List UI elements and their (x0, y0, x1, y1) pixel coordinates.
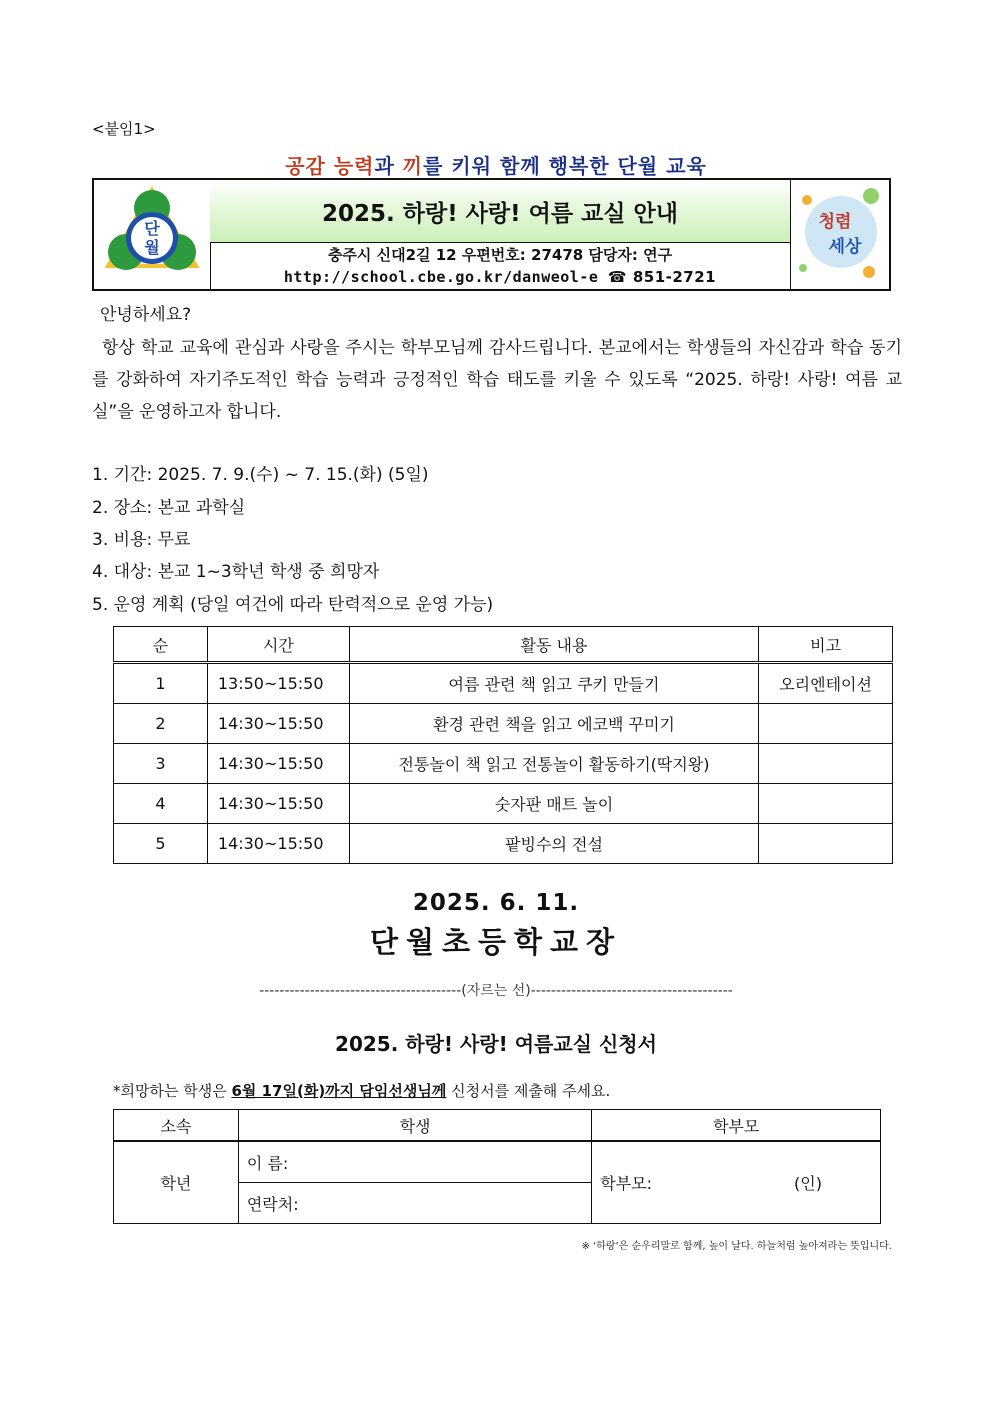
form-header-parent: 학부모 (592, 1110, 881, 1142)
notice-deadline: 6월 17일(화)까지 담임선생님께 (231, 1082, 447, 1100)
item-plan: 5. 운영 계획 (당일 여건에 따라 탄력적으로 운영 가능) (92, 595, 494, 615)
row-order: 4 (114, 784, 208, 824)
footnote: ※ ‘하랑’은 순우리말로 함께, 높이 날다. 하늘처럼 높아져라는 뜻입니다. (581, 1241, 892, 1252)
row-time: 14:30~15:50 (207, 824, 349, 864)
form-row (114, 1141, 881, 1183)
right-logo-line1: 청렴 (818, 212, 852, 232)
slogan (0, 150, 992, 179)
parent-label: 학부모: (600, 1174, 653, 1193)
row-time: 13:50~15:50 (207, 663, 349, 704)
schedule-table (113, 626, 893, 864)
form-title: 2025. 하랑! 사랑! 여름교실 신청서 (335, 1032, 657, 1056)
parent-sign-cell[interactable] (592, 1141, 881, 1224)
row-note (759, 704, 893, 744)
notice-title: 2025. 하랑! 사랑! 여름 교실 안내 (210, 180, 790, 243)
table-row (114, 663, 893, 704)
row-time: 14:30~15:50 (207, 784, 349, 824)
table-row (114, 784, 893, 824)
row-activity: 전통놀이 책 읽고 전통놀이 활동하기(딱지왕) (349, 744, 758, 784)
contact-field[interactable]: 연락처: (238, 1183, 591, 1224)
school-address: 충주시 신대2길 12 우편번호: 27478 담당자: 연구 (327, 246, 673, 264)
slogan-part2: 과 (374, 154, 403, 178)
notice-post: 신청서를 제출해 주세요. (446, 1082, 611, 1100)
attachment-label: <붙임1> (92, 120, 156, 138)
row-activity: 여름 관련 책 읽고 쿠키 만들기 (349, 663, 758, 704)
row-note (759, 824, 893, 864)
table-row (114, 824, 893, 864)
row-activity: 팥빙수의 전설 (349, 824, 758, 864)
slogan-part3: 끼 (402, 154, 424, 178)
school-url[interactable]: http://school.cbe.go.kr/danweol-e (283, 268, 599, 286)
row-note (759, 784, 893, 824)
schedule-header-row (114, 627, 893, 663)
slogan-part4: 를 키워 함께 행복한 단월 교육 (423, 154, 707, 178)
row-activity: 숫자판 매트 놀이 (349, 784, 758, 824)
school-phone: ☎ 851-2721 (607, 268, 717, 286)
form-header-row (114, 1110, 881, 1142)
student-name-field[interactable]: 이 름: (238, 1141, 591, 1183)
right-logo-line2: 세상 (828, 237, 862, 257)
body-paragraph: 항상 학교 교육에 관심과 사랑을 주시는 학부모님께 감사드립니다. 본교에서는 학생들의 자신감과 학습 동기를 강화하여 자기주도적인 학습 능력과 긍정적인 학습 태도를 키울 수 있도록 “2025. 하랑! 사랑! 여름 교실”을 운영하고자 합니다. (92, 338, 902, 422)
item-period: 1. 기간: 2025. 7. 9.(수) ~ 7. 15.(화) (5일) (92, 465, 429, 485)
row-activity: 환경 관련 책을 읽고 에코백 꾸미기 (349, 704, 758, 744)
school-contact (210, 268, 790, 286)
col-header-activity: 활동 내용 (349, 627, 758, 663)
item-target: 4. 대상: 본교 1~3학년 학생 중 희망자 (92, 562, 380, 582)
row-note (759, 744, 893, 784)
grade-cell[interactable]: 학년 (114, 1141, 239, 1224)
row-order: 5 (114, 824, 208, 864)
form-header-affiliation: 소속 (114, 1110, 239, 1142)
col-header-order: 순 (114, 627, 208, 663)
row-order: 2 (114, 704, 208, 744)
form-header-student: 학생 (238, 1110, 591, 1142)
principal-signature: 단월초등학교장 (369, 925, 623, 959)
application-form (113, 1109, 881, 1224)
integrity-logo (790, 180, 890, 289)
seal-mark: (인) (794, 1174, 822, 1193)
row-time: 14:30~15:50 (207, 704, 349, 744)
header-center (210, 180, 790, 289)
greeting: 안녕하세요? (100, 305, 192, 325)
slogan-part1: 공감 능력 (285, 154, 375, 178)
table-row (114, 704, 893, 744)
col-header-note: 비고 (759, 627, 893, 663)
cut-line: ----------------------------------------(자르는 선)---------------------------------------- (259, 983, 733, 999)
row-order: 1 (114, 663, 208, 704)
school-logo (94, 180, 211, 289)
table-row (114, 744, 893, 784)
logo-text-top: 단 (144, 219, 160, 238)
row-order: 3 (114, 744, 208, 784)
row-time: 14:30~15:50 (207, 744, 349, 784)
logo-text-bottom: 월 (144, 238, 160, 257)
row-note: 오리엔테이션 (759, 663, 893, 704)
item-place: 2. 장소: 본교 과학실 (92, 498, 246, 518)
item-cost: 3. 비용: 무료 (92, 530, 191, 550)
notice-pre: *희망하는 학생은 (113, 1082, 232, 1100)
col-header-time: 시간 (207, 627, 349, 663)
header-box (92, 178, 891, 291)
issue-date: 2025. 6. 11. (412, 890, 580, 916)
submission-notice (113, 1080, 610, 1101)
